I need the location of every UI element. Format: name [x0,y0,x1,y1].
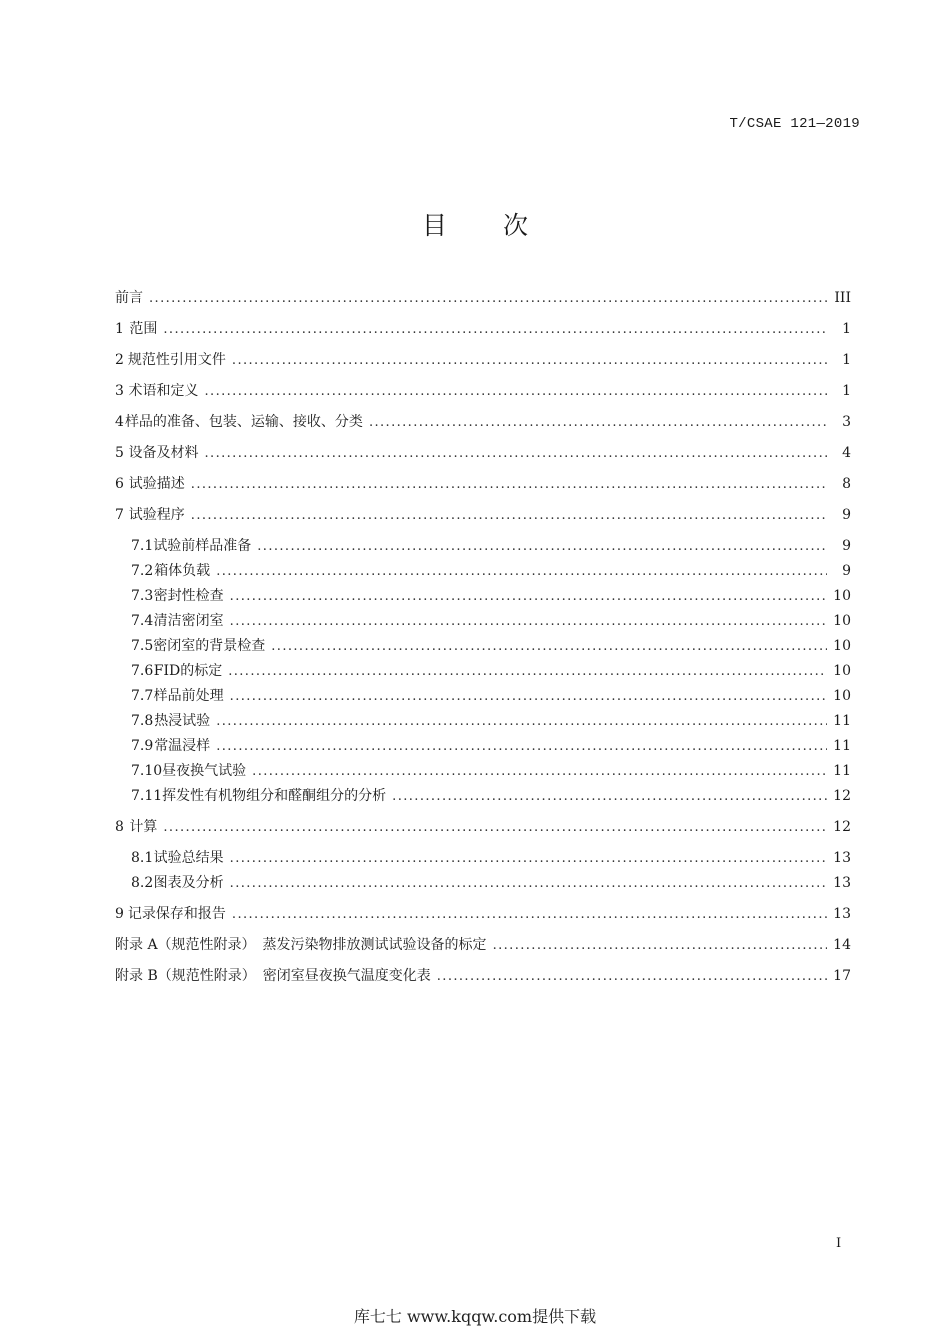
toc-entry-8-1[interactable]: 8.1 试验总结果 ..... 13 [115,846,851,871]
toc-entry-8[interactable]: 8 计算 ..... 12 [115,815,851,840]
toc-entry-7-2[interactable]: 7.2 箱体负载 ..... 9 [115,559,851,584]
toc-entry-4[interactable]: 4 样品的准备、包装、运输、接收、分类 ..... 3 [115,410,851,435]
toc-entry-7-10[interactable]: 7.10 昼夜换气试验 ..... 11 [115,759,851,784]
toc-entry-7-8[interactable]: 7.8 热浸试验 ..... 11 [115,709,851,734]
toc-entry-1[interactable]: 1 范围 ..... 1 [115,317,851,342]
toc-entry-3[interactable]: 3 术语和定义 ..... 1 [115,379,851,404]
toc-entry-6[interactable]: 6 试验描述 ..... 8 [115,472,851,497]
toc-entry-8-2[interactable]: 8.2 图表及分析 ..... 13 [115,871,851,896]
download-source-note: 库七七 www.kqqw.com提供下载 [353,1307,597,1326]
standard-code: T/CSAE 121—2019 [729,116,860,132]
page-number: I [836,1236,842,1251]
toc-entry-2[interactable]: 2 规范性引用文件 ..... 1 [115,348,851,373]
toc-entry-7-7[interactable]: 7.7 样品前处理 ..... 10 [115,684,851,709]
toc-entry-foreword[interactable]: 前言 ..... III [115,286,851,311]
toc-entry-7-4[interactable]: 7.4 清洁密闭室 ..... 10 [115,609,851,634]
toc-entry-7-6[interactable]: 7.6 FID的标定 ..... 10 [115,659,851,684]
toc-entry-7-1[interactable]: 7.1 试验前样品准备 ..... 9 [115,534,851,559]
toc-entry-appendix-a[interactable]: 附录 A（规范性附录） 蒸发污染物排放测试试验设备的标定 ..... 14 [115,933,851,958]
toc-entry-7[interactable]: 7 试验程序 ..... 9 [115,503,851,528]
toc-entry-7-5[interactable]: 7.5 密闭室的背景检查 ..... 10 [115,634,851,659]
page-title: 目 次 [422,211,552,240]
toc-entry-appendix-b[interactable]: 附录 B（规范性附录） 密闭室昼夜换气温度变化表 ..... 17 [115,964,851,989]
toc-entry-5[interactable]: 5 设备及材料 ..... 4 [115,441,851,466]
toc-entry-9[interactable]: 9 记录保存和报告 ..... 13 [115,902,851,927]
toc-entry-7-9[interactable]: 7.9 常温浸样 ..... 11 [115,734,851,759]
toc-entry-7-11[interactable]: 7.11 挥发性有机物组分和醛酮组分的分析 ..... 12 [115,784,851,809]
toc-entry-7-3[interactable]: 7.3 密封性检查 ..... 10 [115,584,851,609]
table-of-contents [115,286,851,989]
